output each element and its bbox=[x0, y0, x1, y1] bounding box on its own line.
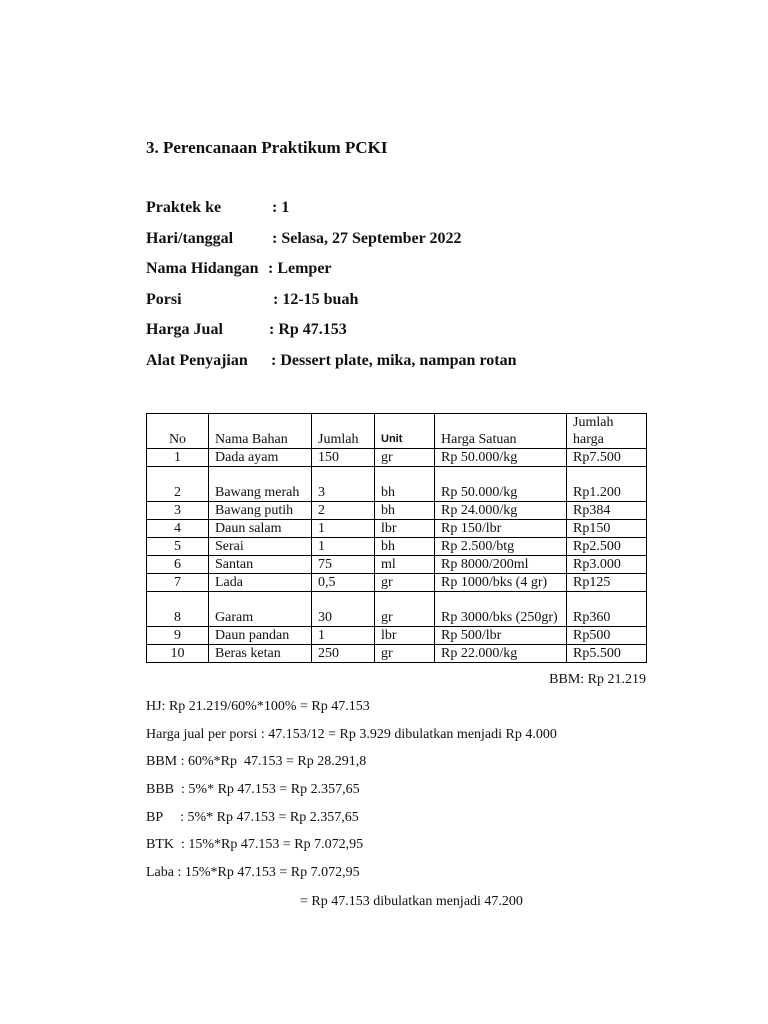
cell-unit: lbr bbox=[375, 520, 435, 538]
header-nama-bahan: Nama Bahan bbox=[209, 414, 312, 449]
header-unit: Unit bbox=[375, 414, 435, 449]
cell-jumlah-harga: Rp360 bbox=[567, 592, 647, 627]
cell-nama: Serai bbox=[209, 538, 312, 556]
cell-nama: Garam bbox=[209, 592, 312, 627]
cell-unit: gr bbox=[375, 645, 435, 663]
cell-nama: Santan bbox=[209, 556, 312, 574]
calc-line-bbm: BBM : 60%*Rp 47.153 = Rp 28.291,8 bbox=[146, 754, 367, 770]
cell-jumlah: 150 bbox=[312, 449, 375, 467]
table-row bbox=[147, 520, 647, 538]
cell-unit: gr bbox=[375, 592, 435, 627]
table-header-row bbox=[147, 414, 647, 449]
cell-harga-satuan: Rp 8000/200ml bbox=[435, 556, 567, 574]
table-row bbox=[147, 645, 647, 663]
cell-no: 10 bbox=[147, 645, 209, 663]
cell-jumlah-harga: Rp5.500 bbox=[567, 645, 647, 663]
info-value: : Rp 47.153 bbox=[269, 321, 347, 339]
cell-nama: Beras ketan bbox=[209, 645, 312, 663]
cell-nama: Bawang putih bbox=[209, 502, 312, 520]
ingredients-table bbox=[146, 413, 647, 663]
cell-nama: Lada bbox=[209, 574, 312, 592]
cell-jumlah: 75 bbox=[312, 556, 375, 574]
info-value: : Selasa, 27 September 2022 bbox=[272, 229, 462, 247]
cell-unit: bh bbox=[375, 538, 435, 556]
cell-nama: Bawang merah bbox=[209, 467, 312, 502]
cell-jumlah: 250 bbox=[312, 645, 375, 663]
cell-no: 3 bbox=[147, 502, 209, 520]
cell-harga-satuan: Rp 150/lbr bbox=[435, 520, 567, 538]
cell-jumlah-harga: Rp384 bbox=[567, 502, 647, 520]
cell-harga-satuan: Rp 50.000/kg bbox=[435, 449, 567, 467]
cell-no: 4 bbox=[147, 520, 209, 538]
cell-jumlah: 1 bbox=[312, 538, 375, 556]
info-label: Praktek ke bbox=[146, 199, 222, 216]
cell-harga-satuan: Rp 50.000/kg bbox=[435, 467, 567, 502]
cell-nama: Dada ayam bbox=[209, 449, 312, 467]
header-jumlah: Jumlah bbox=[312, 414, 375, 449]
cell-jumlah-harga: Rp500 bbox=[567, 627, 647, 645]
cell-harga-satuan: Rp 2.500/btg bbox=[435, 538, 567, 556]
cell-jumlah-harga: Rp125 bbox=[567, 574, 647, 592]
info-label: Alat Penyajian bbox=[146, 351, 248, 369]
cell-harga-satuan: Rp 24.000/kg bbox=[435, 502, 567, 520]
table-row bbox=[147, 538, 647, 556]
cell-jumlah-harga: Rp2.500 bbox=[567, 538, 647, 556]
bbm-total: BBM: Rp 21.219 bbox=[549, 672, 646, 687]
cell-jumlah-harga: Rp150 bbox=[567, 520, 647, 538]
calc-line-btk: BTK : 15%*Rp 47.153 = Rp 7.072,95 bbox=[146, 837, 364, 853]
info-label: Harga Jual bbox=[146, 321, 223, 339]
table-row bbox=[147, 467, 647, 502]
cell-jumlah: 0,5 bbox=[312, 574, 375, 592]
calc-line-bp: BP : 5%* Rp 47.153 = Rp 2.357,65 bbox=[146, 809, 359, 825]
cell-no: 8 bbox=[147, 592, 209, 627]
header-jumlah-harga: Jumlah harga bbox=[567, 414, 647, 449]
cell-jumlah-harga: Rp3.000 bbox=[567, 556, 647, 574]
cell-jumlah: 3 bbox=[312, 467, 375, 502]
calc-line-harga-porsi: Harga jual per porsi : 47.153/12 = Rp 3.929 dibulatkan menjadi Rp 4.000 bbox=[146, 726, 557, 742]
info-value: : 12-15 buah bbox=[273, 290, 359, 308]
calculation-block bbox=[146, 699, 557, 893]
cell-jumlah: 1 bbox=[312, 520, 375, 538]
cell-unit: bh bbox=[375, 502, 435, 520]
cell-unit: lbr bbox=[375, 627, 435, 645]
header-harga-satuan: Harga Satuan bbox=[435, 414, 567, 449]
info-label: Porsi bbox=[146, 290, 182, 308]
table-row bbox=[147, 502, 647, 520]
final-total-line: = Rp 47.153 dibulatkan menjadi 47.200 bbox=[300, 894, 523, 909]
cell-no: 5 bbox=[147, 538, 209, 556]
cell-unit: gr bbox=[375, 449, 435, 467]
cell-unit: gr bbox=[375, 574, 435, 592]
table-row bbox=[147, 556, 647, 574]
info-value: : Lemper bbox=[268, 260, 332, 278]
cell-jumlah-harga: Rp1.200 bbox=[567, 467, 647, 502]
cell-jumlah: 30 bbox=[312, 592, 375, 627]
cell-no: 1 bbox=[147, 449, 209, 467]
info-label: Hari/tanggal bbox=[146, 229, 234, 247]
cell-no: 9 bbox=[147, 627, 209, 645]
table-row bbox=[147, 574, 647, 592]
info-value: : Dessert plate, mika, nampan rotan bbox=[271, 351, 517, 369]
calc-line-hj: HJ: Rp 21.219/60%*100% = Rp 47.153 bbox=[146, 699, 370, 714]
page-title: 3. Perencanaan Praktikum PCKI bbox=[146, 138, 388, 157]
cell-harga-satuan: Rp 22.000/kg bbox=[435, 645, 567, 663]
calc-line-bbb: BBB : 5%* Rp 47.153 = Rp 2.357,65 bbox=[146, 782, 360, 798]
cell-jumlah: 2 bbox=[312, 502, 375, 520]
info-value: : 1 bbox=[272, 199, 290, 216]
cell-no: 2 bbox=[147, 467, 209, 502]
cell-jumlah-harga: Rp7.500 bbox=[567, 449, 647, 467]
cell-no: 7 bbox=[147, 574, 209, 592]
info-label: Nama Hidangan bbox=[146, 260, 259, 278]
cell-harga-satuan: Rp 500/lbr bbox=[435, 627, 567, 645]
table-row bbox=[147, 592, 647, 627]
cell-harga-satuan: Rp 1000/bks (4 gr) bbox=[435, 574, 567, 592]
table-row bbox=[147, 627, 647, 645]
cell-no: 6 bbox=[147, 556, 209, 574]
cell-unit: ml bbox=[375, 556, 435, 574]
cell-jumlah: 1 bbox=[312, 627, 375, 645]
cell-nama: Daun pandan bbox=[209, 627, 312, 645]
cell-harga-satuan: Rp 3000/bks (250gr) bbox=[435, 592, 567, 627]
calc-line-laba: Laba : 15%*Rp 47.153 = Rp 7.072,95 bbox=[146, 865, 360, 881]
header-no: No bbox=[147, 414, 209, 449]
cell-nama: Daun salam bbox=[209, 520, 312, 538]
cell-unit: bh bbox=[375, 467, 435, 502]
table-row bbox=[147, 449, 647, 467]
